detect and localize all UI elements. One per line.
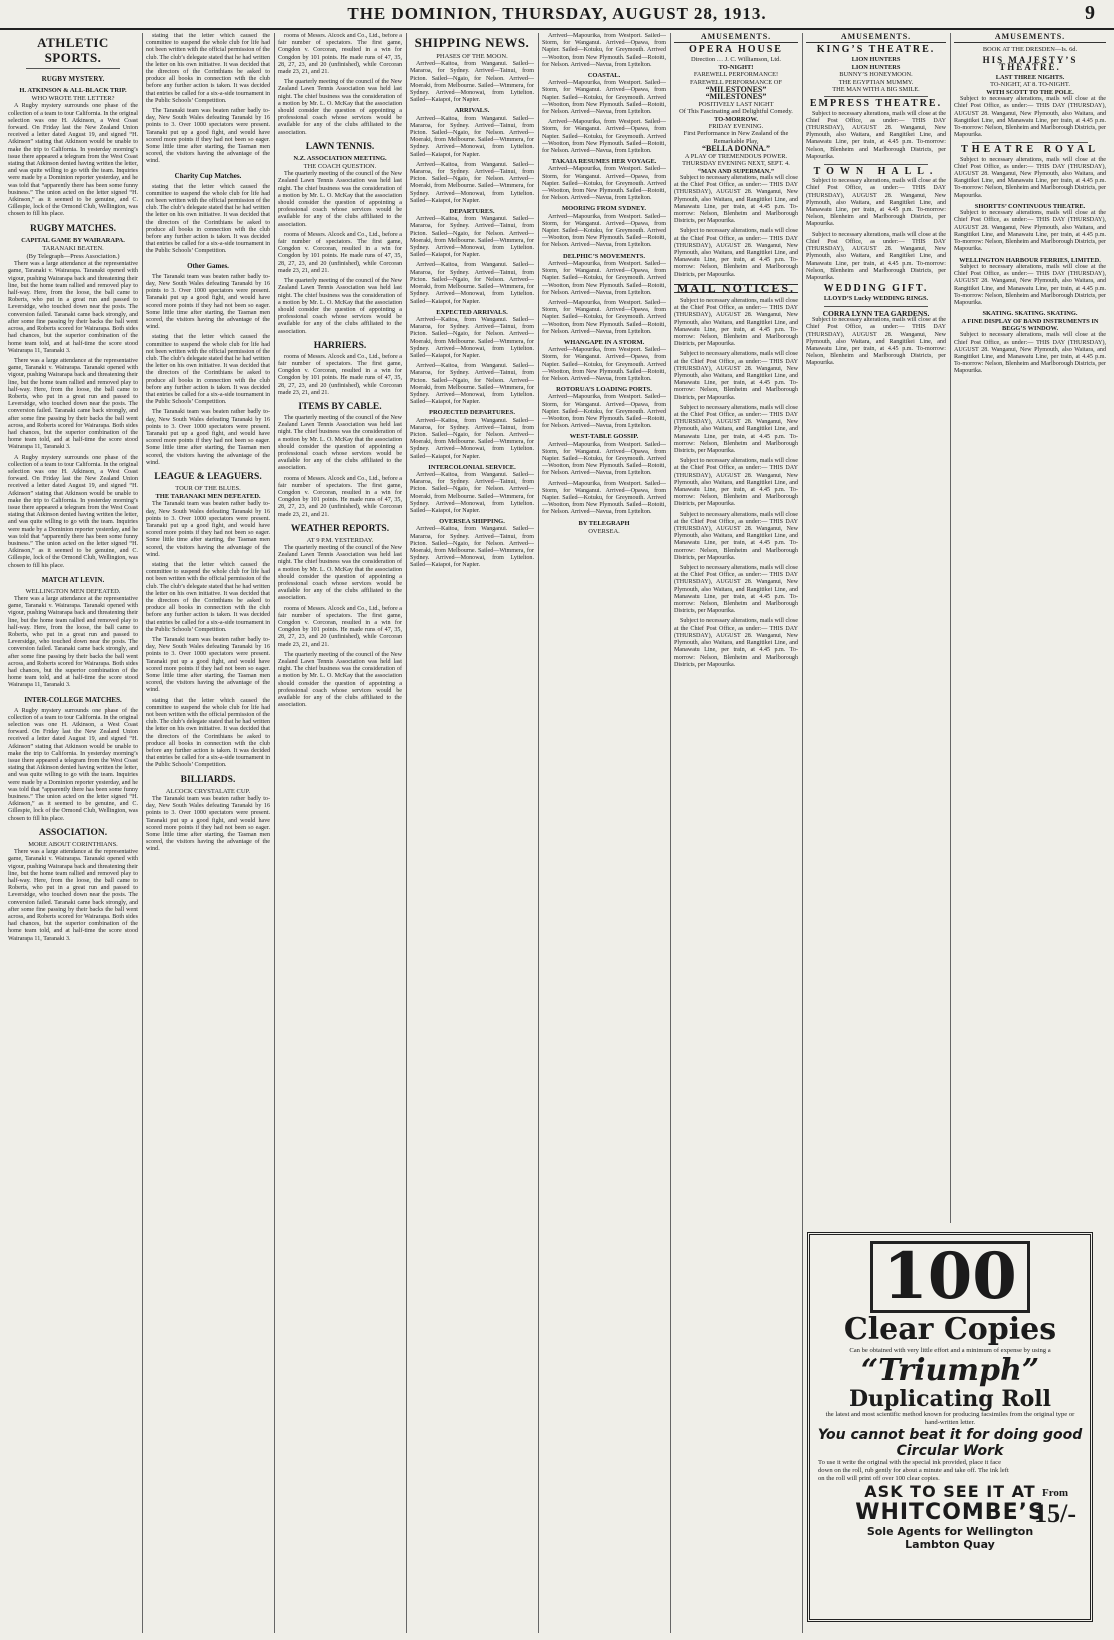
heading-league: LEAGUE & LEAGUERS.	[154, 471, 262, 482]
article-text: Arrived—Kaitoa, from Wanganui. Sailed—Mararoa, for Sydney. Arrived—Tainui, from Picton. Sailed—Ngaio, for Nelson. Arrived—Moeraki, from Melbourne. Sailed—Wimmera, for Sydney. Arrived—Monowai, from Lyttelton. Sailed—Kaiapoi, for Napier.	[410, 526, 534, 569]
article-text: stating that the letter which caused the committee to suspend the whole club for life had not been written with the official permission of the club. The club’s delegate stated that he had written the letter on his own initiative. It was decided that the directors of the Corinthians be asked to produce all books in connection with the club before any further action is taken. It was decided that entries be called for a six-a-side tournament in the Public Schools’ Competition.	[146, 33, 270, 104]
subheading: PHASES OF THE MOON.	[436, 53, 508, 60]
ad-line: LION HUNTERS	[851, 63, 901, 71]
advert-text: the latest and most scientific method known for producing facsimiles from the original type or hand-written letter.	[825, 1411, 1075, 1426]
article-text: Subject to necessary alterations, mails will close at the Chief Post Office, as under:— THIS DAY (THURSDAY), AUGUST 28. Wanganui, New Plymouth, also Waitara, and Rangitikei Line, and Manawatu Line, per train, at 4.45 p.m. To-morrow: Nelson, Blenheim and Marlborough Districts, per Mapourika.	[806, 317, 946, 367]
subheading: INTERCOLONIAL SERVICE.	[428, 463, 516, 471]
article-text: Arrived—Mapourika, from Westport. Sailed—Storm, for Wanganui. Arrived—Opawa, from Napier. Sailed—Kotuku, for Greymouth. Arrived—Wootton, from New Plymouth. Sailed—Rotoiti, for Nelson. Arrived—Navua, from Lyttelton.	[542, 213, 666, 249]
subheading: MORE ABOUT CORINTHIANS.	[28, 840, 118, 848]
ad-line: THE EGYPTIAN MUMMY.	[838, 78, 914, 86]
kings-theatre-title: KING’S THEATRE.	[816, 44, 936, 56]
ad-line: “MILESTONES”	[705, 92, 767, 102]
ad-line: WITH SCOTT TO THE POLE.	[986, 88, 1074, 96]
ad-line: SHORTTS’ CONTINUOUS THEATRE.	[974, 202, 1086, 210]
article-text: Subject to necessary alterations, mails will close at the Chief Post Office, as under:— THIS DAY (THURSDAY), AUGUST 28. Wanganui, New Plymouth, also Waitara, and Rangitikei Line, and Manawatu Line, per train, at 4.45 p.m. To-morrow: Nelson, Blenheim and Marlborough Districts, per Mapourika.	[954, 263, 1106, 306]
ad-line: “MAN AND SUPERMAN.”	[697, 167, 775, 175]
opera-house-title: OPERA HOUSE	[689, 44, 783, 56]
subheading: TAKAIA RESUMES HER VOYAGE.	[551, 158, 657, 166]
amusements-heading: AMUSEMENTS.	[954, 33, 1106, 43]
ad-line: Direction … J. C. Williamson, Ltd.	[691, 56, 781, 64]
article-text: Subject to necessary alterations, mails will close at the Chief Post Office, as under:— THIS DAY (THURSDAY), AUGUST 28. Wanganui, New Plymouth, also Waitara, and Rangitikei Line, and Manawatu Line, per train, at 4.45 p.m. To-morrow: Nelson, Blenheim and Marlborough Districts, per Mapourika.	[806, 178, 946, 228]
article-text: Subject to necessary alterations, mails will close at the Chief Post Office, as under:— THIS DAY (THURSDAY), AUGUST 28. Wanganui, New Plymouth, also Waitara, and Rangitikei Line, and Manawatu Line, per train, at 4.45 p.m. To-morrow: Nelson, Blenheim and Marlborough Districts, per Mapourika.	[674, 404, 798, 455]
subheading: OVERSEA SHIPPING.	[439, 518, 505, 526]
article-text: Subject to necessary alterations, mails will close at the Chief Post Office, as under:— THIS DAY (THURSDAY), AUGUST 28. Wanganui, New Plymouth, also Waitara, and Rangitikei Line, and Manawatu Line, per train, at 4.45 p.m. To-morrow: Nelson, Blenheim and Marlborough Districts, per Mapourika.	[674, 565, 798, 615]
column-rule	[670, 33, 671, 1633]
divider	[824, 306, 928, 307]
subheading: BY TELEGRAPH	[578, 519, 630, 527]
column-amusements-opera	[674, 33, 798, 1633]
byline: (By Telegraph—Press Association.)	[26, 253, 120, 261]
advert-street: Lambton Quay	[905, 1538, 995, 1551]
heading-harriers: HARRIERS.	[313, 340, 367, 351]
ad-line: LLOYD’S Lucky WEDDING RINGS.	[823, 295, 929, 303]
subheading: ARRIVALS.	[454, 107, 490, 115]
heading-weather: WEATHER REPORTS.	[290, 523, 390, 534]
ad-line: TO-NIGHT, AT 8. TO-NIGHT.	[990, 81, 1070, 89]
column-rule	[802, 33, 803, 1633]
article-text: Arrived—Kaitoa, from Wanganui. Sailed—Mararoa, for Sydney. Arrived—Tainui, from Picton. Sailed—Ngaio, for Nelson. Arrived—Moeraki, from Melbourne. Sailed—Wimmera, for Sydney. Arrived—Monowai, from Lyttelton. Sailed—Kaiapoi, for Napier.	[410, 262, 534, 305]
article-text: Arrived—Mapourika, from Westport. Sailed—Storm, for Wanganui. Arrived—Opawa, from Napier. Sailed—Kotuku, for Greymouth. Arrived—Wootton, from New Plymouth. Sailed—Rotoiti, for Nelson. Arrived—Navua, from Lyttelton.	[542, 119, 666, 155]
subheading: TOUR OF THE BLUES.	[175, 484, 241, 492]
ad-line: FAREWELL PERFORMANCE OF	[690, 78, 782, 86]
subheading: PROJECTED DEPARTURES.	[429, 409, 515, 417]
subheading: WEST-TABLE GOSSIP.	[569, 433, 639, 441]
ad-line: CORRA LYNN TEA GARDENS.	[822, 308, 930, 318]
wedding-gift-title: WEDDING GIFT.	[823, 283, 929, 295]
article-text: Subject to necessary alterations, mails will close at the Chief Post Office, as under:— THIS DAY (THURSDAY), AUGUST 28. Wanganui, New Plymouth, also Waitara, and Rangitikei Line, and Manawatu Line, per train, at 4.45 p.m. To-morrow: Nelson, Blenheim and Marlborough Districts, per Mapourika.	[674, 618, 798, 668]
article-text: The quarterly meeting of the council of the New Zealand Lawn Tennis Association was held last night. The chief business was the consideration of a motion by Mr. L. O. McKay that the association should consider the question of appointing a professional coach whose services would be available for any of the clubs affiliated to the association.	[278, 171, 402, 228]
subheading: EXPECTED ARRIVALS.	[436, 308, 508, 316]
advert-clear-copies: Clear Copies	[843, 1312, 1057, 1347]
article-text: Arrived—Mapourika, from Westport. Sailed—Storm, for Wanganui. Arrived—Opawa, from Napier. Sailed—Kotuku, for Greymouth. Arrived—Wootton, from New Plymouth. Sailed—Rotoiti, for Nelson. Arrived—Navua, from Lyttelton.	[542, 441, 666, 477]
page-number: 9	[1085, 2, 1096, 24]
ad-line: THURSDAY EVENING NEXT, SEPT. 4.	[682, 160, 790, 168]
article-text: stating that the letter which caused the committee to suspend the whole club for life had not been written with the official permission of the club. The club’s delegate stated that he had written the letter on his own initiative. It was decided that the directors of the Corinthians be asked to produce all books in connection with the club before any further action is taken. It was decided that entries be called for a six-a-side tournament in the Public Schools’ Competition.	[146, 697, 270, 769]
ad-line: “BELLA DONNA.”	[701, 144, 770, 154]
article-text: Subject to necessary alterations, mails will close at the Chief Post Office, as under:— THIS DAY (THURSDAY), AUGUST 28. Wanganui, New Plymouth, also Waitara, and Rangitikei Line, and Manawatu Line, per train, at 4.45 p.m. To-morrow: Nelson, Blenheim and Marlborough Districts, per Mapourika.	[954, 156, 1106, 199]
article-text: Subject to necessary alterations, mails will close at the Chief Post Office, as under:— THIS DAY (THURSDAY), AUGUST 28. Wanganui, New Plymouth, also Waitara, and Rangitikei Line, and Manawatu Line, per train, at 4.45 p.m. To-morrow: Nelson, Blenheim and Marlborough Districts, per Mapourika.	[954, 210, 1106, 253]
heading-cable: ITEMS BY CABLE.	[298, 401, 382, 412]
ad-line: FRIDAY EVENING.	[708, 123, 764, 131]
article-text: Subject to necessary alterations, mails will close at the Chief Post Office, as under:— THIS DAY (THURSDAY), AUGUST 28. Wanganui, New Plymouth, also Waitara, and Rangitikei Line, and Manawatu Line, per train, at 4.45 p.m. To-morrow: Nelson, Blenheim and Marlborough Districts, per Mapourika.	[674, 297, 798, 348]
subheading: OVERSEA.	[588, 527, 620, 535]
heading-lawn-tennis: LAWN TENNIS.	[305, 141, 375, 152]
article-text: There was a large attendance at the representative game, Taranaki v. Wairarapa. Taranaki opened with vigour, pushing Wairarapa back and threatening their line, but the home team rallied and removed play to half-way. Here, from the loose, the ball came to Roberts, who put in a great run and passed to Leversidge, who touched down near the posts. The conversion failed. Taranaki came back strongly, and after some fine passing by their backs the ball went across, and Roberts scored for Wairarapa. Both sides had chances, but the superior combination of the home team told, and at half-time the score stood Wairarapa 11, Taranaki 3.	[8, 357, 138, 451]
column-amusements-3	[954, 33, 1106, 1223]
advert-number: 100	[870, 1241, 1030, 1313]
advert-price	[1034, 1487, 1076, 1529]
price-from: From	[1042, 1487, 1069, 1499]
divider	[824, 164, 928, 165]
ad-line: LAST THREE NIGHTS.	[995, 74, 1065, 82]
subheading: RUGBY MYSTERY.	[41, 75, 105, 83]
ad-line: SKATING. SKATING. SKATING.	[982, 310, 1078, 318]
heading-other-games: Other Games.	[187, 261, 229, 270]
advert-ask: ASK TO SEE IT AT	[864, 1482, 1036, 1501]
ad-line: TO-MORROW.	[714, 115, 758, 123]
heading-charity: Charity Cup Matches.	[174, 171, 242, 180]
ad-line: Of This Fascinating and Delightful Comedy.	[679, 108, 793, 116]
mail-notices-title: MAIL NOTICES.	[674, 284, 798, 293]
article-text: The Taranaki team was beaten rather badly to-day, New South Wales defeating Taranaki by 16 points to 3. Over 1000 spectators were present. Taranaki put up a good fight, and would have scored more points if they had not been so eager. Some little time after starting, the Tasman men scored, the visitors having the advantage of the wind.	[146, 637, 270, 694]
advert-slogan: You cannot beat it for doing good Circular Work	[817, 1427, 1083, 1459]
ad-line: BUNNY’S HONEYMOON.	[839, 71, 913, 79]
divider	[824, 96, 928, 97]
article-text: Arrived—Mapourika, from Westport. Sailed—Storm, for Wanganui. Arrived—Opawa, from Napier. Sailed—Kotuku, for Greymouth. Arrived—Wootton, from New Plymouth. Sailed—Rotoiti, for Nelson. Arrived—Navua, from Lyttelton.	[542, 347, 666, 382]
article-text: rooms of Messrs. Alcock and Co., Ltd., before a fair number of spectators. The first game, Congdon v. Corcoran, resulted in a win for Congdon by 101 points. He made runs of 47, 35, 28, 27, 23, and 20 (unfinished), while Corcoran made 23, 21, and 21.	[278, 475, 402, 518]
town-hall-title: TOWN HALL.	[813, 166, 939, 178]
article-text: Subject to necessary alterations, mails will close at the Chief Post Office, as under:— THIS DAY (THURSDAY), AUGUST 28. Wanganui, New Plymouth, also Waitara, and Rangitikei Line, and Manawatu Line, per train, at 4.45 p.m. To-morrow: Nelson, Blenheim and Marlborough Districts, per Mapourika.	[674, 458, 798, 508]
column-athletic-sports	[8, 33, 138, 1633]
article-text: A Rugby mystery surrounds one phase of the collection of a team to tour California. In the original selection was one H. Atkinson, a West Coast forward. On Friday last the New Zealand Union received a letter dated August 19, and signed “H. Atkinson” stating that Atkinson would be unable to make the trip to California. In yesterday morning’s issue there appeared a telegram from the West Coast stating that Atkinson denied having written the letter, and was quite willing to go with the team. Inquiries were made by a Dominion reporter yesterday, and he was told that “apparently there has been some funny business.” The union acted on the letter signed “H. Atkinson,” as it seemed to be genuine, and C. Gillespie, lock of the Ormond Club, Wellington, was chosen to fill his place.	[8, 454, 138, 569]
article-text: Subject to necessary alterations, mails will close at the Chief Post Office, as under:— THIS DAY (THURSDAY), AUGUST 28. Wanganui, New Plymouth, also Waitara, and Rangitikei Line, and Manawatu Line, per train, at 4.45 p.m. To-morrow: Nelson, Blenheim and Marlborough Districts, per Mapourika.	[674, 511, 798, 561]
subheading: AT 9 P.M. YESTERDAY.	[306, 536, 374, 544]
article-text: The Taranaki team was beaten rather badly to-day, New South Wales defeating Taranaki by 16 points to 3. Over 1000 spectators were present. Taranaki put up a good fight, and would have scored more points if they had not been so eager. Some little time after starting, the Tasman men scored, the visitors having the advantage of the wind.	[146, 108, 270, 165]
article-text: There was a large attendance at the representative game, Taranaki v. Wairarapa. Taranaki opened with vigour, pushing Wairarapa back and threatening their line, but the home team rallied and removed play to half-way. Here, from the loose, the ball came to Roberts, who put in a great run and passed to Leversidge, who touched down near the posts. The conversion failed. Taranaki came back strongly, and after some fine passing by their backs the ball went across, and Roberts scored for Wairarapa. Both sides had chances, but the superior combination of the home team told, and at half-time the score stood Wairarapa 11, Taranaki 3.	[8, 596, 138, 689]
advert-product: Duplicating Roll	[848, 1386, 1052, 1412]
article-text: Subject to necessary alterations, mails will close at the Chief Post Office, as under:— THIS DAY (THURSDAY), AUGUST 28. Wanganui, New Plymouth, also Waitara, and Rangitikei Line, and Manawatu Line, per train, at 4.45 p.m. To-morrow: Nelson, Blenheim and Marlborough Districts, per Mapourika.	[806, 110, 946, 160]
article-text: Arrived—Mapourika, from Westport. Sailed—Storm, for Wanganui. Arrived—Opawa, from Napier. Sailed—Kotuku, for Greymouth. Arrived—Wootton, from New Plymouth. Sailed—Rotoiti, for Nelson. Arrived—Navua, from Lyttelton.	[542, 394, 666, 430]
column-amusements-2	[806, 33, 946, 1223]
article-text: The quarterly meeting of the council of the New Zealand Lawn Tennis Association was held last night. The chief business was the consideration of a motion by Mr. L. O. McKay that the association should consider the question of appointing a professional coach whose services would be available for any of the clubs affiliated to the association.	[278, 414, 402, 472]
his-majestys-title: HIS MAJESTY’S THEATRE.	[982, 54, 1078, 72]
subheading: CAPITAL GAME BY WAIRARAPA.	[21, 236, 125, 244]
article-text: Arrived—Kaitoa, from Wanganui. Sailed—Mararoa, for Sydney. Arrived—Tainui, from Picton. Sailed—Ngaio, for Nelson. Arrived—Moeraki, from Melbourne. Sailed—Wimmera, for Sydney. Arrived—Monowai, from Lyttelton. Sailed—Kaiapoi, for Napier.	[410, 471, 534, 514]
advert-instructions: To use it write the original with the special ink provided, place it face down on the roll, rub gently for about a minute and take off. The ink left on the roll will print off over 100 clear copies.	[818, 1459, 1009, 1482]
ad-line: TO-NIGHT!	[718, 63, 754, 71]
article-text: rooms of Messrs. Alcock and Co., Ltd., before a fair number of spectators. The first game, Congdon v. Corcoran, resulted in a win for Congdon by 101 points. He made runs of 47, 35, 28, 27, 23, and 20 (unfinished), while Corcoran made 23, 21, and 21.	[278, 353, 402, 396]
article-text: Arrived—Mapourika, from Westport. Sailed—Storm, for Wanganui. Arrived—Opawa, from Napier. Sailed—Kotuku, for Greymouth. Arrived—Wootton, from New Plymouth. Sailed—Rotoiti, for Nelson. Arrived—Navua, from Lyttelton.	[542, 299, 666, 335]
subheading: WELLINGTON MEN DEFEATED.	[25, 587, 121, 595]
article-text: Subject to necessary alterations, mails will close at the Chief Post Office, as under:— THIS DAY (THURSDAY), AUGUST 28. Wanganui, New Plymouth, also Waitara, and Rangitikei Line, and Manawatu Line, per train, at 4.45 p.m. To-morrow: Nelson, Blenheim and Marlborough Districts, per Mapourika.	[674, 351, 798, 401]
masthead	[0, 0, 1114, 30]
masthead-title: THE DOMINION, THURSDAY, AUGUST 28, 1913.	[347, 4, 767, 23]
heading-rugby: RUGBY MATCHES.	[29, 223, 117, 234]
article-text: The Taranaki team was beaten rather badly to-day, New South Wales defeating Taranaki by 16 points to 3. Over 1000 spectators were present. Taranaki put up a good fight, and would have scored more points if they had not been so eager. Some little time after starting, the Tasman men scored, the visitors having the advantage of the wind.	[146, 273, 270, 331]
article-text: stating that the letter which caused the committee to suspend the whole club for life had not been written with the official permission of the club. The club’s delegate stated that he had written the letter on his own initiative. It was decided that the directors of the Corinthians be asked to produce all books in connection with the club before any further action is taken. It was decided that entries be called for a six-a-side tournament in the Public Schools’ Competition.	[146, 334, 270, 406]
article-text: The quarterly meeting of the council of the New Zealand Lawn Tennis Association was held last night. The chief business was the consideration of a motion by Mr. L. O. McKay that the association should consider the question of appointing a professional coach whose services would be available for any of the clubs affiliated to the association.	[278, 79, 402, 136]
advert-intro: Can be obtained with very little effort and a minimum of expense by using a	[849, 1347, 1051, 1354]
ad-line: POSITIVELY LAST NIGHT	[698, 100, 774, 108]
article-text: Arrived—Mapourika, from Westport. Sailed—Storm, for Wanganui. Arrived—Opawa, from Napier. Sailed—Kotuku, for Greymouth. Arrived—Wootton, from New Plymouth. Sailed—Rotoiti, for Nelson. Arrived—Navua, from Lyttelton.	[542, 80, 666, 116]
article-text: The quarterly meeting of the council of the New Zealand Lawn Tennis Association was held last night. The chief business was the consideration of a motion by Mr. L. O. McKay that the association should consider the question of appointing a professional coach whose services would be available for any of the clubs affiliated to the association.	[278, 544, 402, 602]
ad-line: LION HUNTERS	[851, 56, 901, 64]
ad-line: FAREWELL PERFORMANCE!	[693, 71, 779, 79]
subheading: MOORING FROM SYDNEY.	[561, 205, 647, 213]
article-text: A Rugby mystery surrounds one phase of the collection of a team to tour California. In the original selection was one H. Atkinson, a West Coast forward. On Friday last the New Zealand Union received a letter dated August 19, and signed “H. Atkinson” stating that Atkinson would be unable to make the trip to California. In yesterday morning’s issue there appeared a telegram from the West Coast stating that Atkinson denied having written the letter, and was quite willing to go with the team. Inquiries were made by a Dominion reporter yesterday, and he was told that “apparently there has been some funny business.” The union acted on the letter signed “H. Atkinson,” as it seemed to be genuine, and C. Gillespie, lock of the Ormond Club, Wellington, was chosen to fill his place.	[8, 707, 138, 822]
subheading: THE TARANAKI MEN DEFEATED.	[155, 493, 261, 501]
subheading: TARANAKI BEATEN.	[42, 244, 104, 252]
subheading: WHANGAPE IN A STORM.	[563, 338, 645, 346]
subheading: THE COACH QUESTION.	[303, 163, 377, 171]
column-sport-2	[146, 33, 270, 1633]
subheading: COASTAL.	[587, 72, 621, 80]
subheading: DELPHIC’S MOVEMENTS.	[563, 252, 645, 260]
ad-line: “MILESTONES”	[705, 85, 767, 95]
article-text: Arrived—Kaitoa, from Wanganui. Sailed—Mararoa, for Sydney. Arrived—Tainui, from Picton. Sailed—Ngaio, for Nelson. Arrived—Moeraki, from Melbourne. Sailed—Wimmera, for Sydney. Arrived—Monowai, from Lyttelton. Sailed—Kaiapoi, for Napier.	[410, 161, 534, 204]
amusements-heading: AMUSEMENTS.	[674, 33, 798, 43]
subheading: WHO WROTE THE LETTER?	[31, 95, 115, 103]
heading-intercollege: INTER-COLLEGE MATCHES.	[24, 695, 122, 704]
column-shipping	[410, 33, 534, 1633]
article-text: The Taranaki team was beaten rather badly to-day, New South Wales defeating Taranaki by 16 points to 3. Over 1000 spectators were present. Taranaki put up a good fight, and would have scored more points if they had not been so eager. Some little time after starting, the Tasman men scored, the visitors having the advantage of the wind.	[146, 795, 270, 853]
article-text: Arrived—Kaitoa, from Wanganui. Sailed—Mararoa, for Sydney. Arrived—Tainui, from Picton. Sailed—Ngaio, for Nelson. Arrived—Moeraki, from Melbourne. Sailed—Wimmera, for Sydney. Arrived—Monowai, from Lyttelton. Sailed—Kaiapoi, for Napier.	[410, 417, 534, 460]
article-text: rooms of Messrs. Alcock and Co., Ltd., before a fair number of spectators. The first game, Congdon v. Corcoran, resulted in a win for Congdon by 101 points. He made runs of 47, 35, 28, 27, 23, and 20 (unfinished), while Corcoran made 23, 21, and 21.	[278, 605, 402, 648]
article-text: There was a large attendance at the representative game, Taranaki v. Wairarapa. Taranaki opened with vigour, pushing Wairarapa back and threatening their line, but the home team rallied and removed play to half-way. Here, from the loose, the ball came to Roberts, who put in a great run and passed to Leversidge, who touched down near the posts. The conversion failed. Taranaki came back strongly, and after some fine passing by their backs the ball went across, and Roberts scored for Wairarapa. Both sides had chances, but the superior combination of the home team told, and at half-time the score stood Wairarapa 11, Taranaki 3.	[8, 261, 138, 354]
advert-shop: WHITCOMBE’S	[855, 1500, 1045, 1525]
ad-line: THE MAN WITH A BIG SMILE.	[832, 86, 920, 94]
article-text: Subject to necessary alterations, mails will close at the Chief Post Office, as under:— THIS DAY (THURSDAY), AUGUST 28. Wanganui, New Plymouth, also Waitara, and Rangitikei Line, and Manawatu Line, per train, at 4.45 p.m. To-morrow: Nelson, Blenheim and Marlborough Districts, per Mapourika.	[674, 174, 798, 225]
subheading: ROTORUA’S LOADING PORTS.	[556, 386, 652, 394]
divider	[972, 142, 1088, 143]
subheading: N.Z. ASSOCIATION MEETING.	[293, 154, 387, 162]
ad-line: First Performance in New Zealand of the Remarkable Play,	[683, 130, 789, 145]
article-text: Arrived—Mapourika, from Westport. Sailed—Storm, for Wanganui. Arrived—Opawa, from Napier. Sailed—Kotuku, for Greymouth. Arrived—Wootton, from New Plymouth. Sailed—Rotoiti, for Nelson. Arrived—Navua, from Lyttelton.	[542, 33, 666, 68]
article-text: The quarterly meeting of the council of the New Zealand Lawn Tennis Association was held last night. The chief business was the consideration of a motion by Mr. L. O. McKay that the association should consider the question of appointing a professional coach whose services would be available for any of the clubs affiliated to the association.	[278, 651, 402, 709]
heading-match: MATCH AT LEVIN.	[41, 575, 105, 584]
subheading: H. ATKINSON & ALL-BLACK TRIP.	[19, 87, 127, 94]
article-text: stating that the letter which caused the committee to suspend the whole club for life had not been written with the official permission of the club. The club’s delegate stated that he had written the letter on his own initiative. It was decided that the directors of the Corinthians be asked to produce all books in connection with the club before any further action is taken. It was decided that entries be called for a six-a-side tournament in the Public Schools’ Competition.	[146, 562, 270, 633]
article-text: A Rugby mystery surrounds one phase of the collection of a team to tour California. In the original selection was one H. Atkinson, a West Coast forward. On Friday last the New Zealand Union received a letter dated August 19, and signed “H. Atkinson” stating that Atkinson would be unable to make the trip to California. In yesterday morning’s issue there appeared a telegram from the West Coast stating that Atkinson denied having written the letter, and was quite willing to go with the team. Inquiries were made by a Dominion reporter yesterday, and he was told that “apparently there has been some funny business.” The union acted on the letter signed “H. Atkinson,” as it seemed to be genuine, and C. Gillespie, lock of the Ormond Club, Wellington, was chosen to fill his place.	[8, 103, 138, 218]
ad-line: BOOK AT THE DRESDEN—Is. 6d.	[982, 46, 1078, 54]
column-rule	[406, 33, 407, 1633]
article-text: The Taranaki team was beaten rather badly to-day, New South Wales defeating Taranaki by 16 points to 3. Over 1000 spectators were present. Taranaki put up a good fight, and would have scored more points if they had not been so eager. Some little time after starting, the Tasman men scored, the visitors having the advantage of the wind.	[146, 501, 270, 558]
heading-association: ASSOCIATION.	[38, 827, 108, 838]
article-text: The quarterly meeting of the council of the New Zealand Lawn Tennis Association was held last night. The chief business was the consideration of a motion by Mr. L. O. McKay that the association should consider the question of appointing a professional coach whose services would be available for any of the clubs affiliated to the association.	[278, 278, 402, 335]
price-value: 15/-	[1034, 1499, 1076, 1528]
divider	[26, 68, 120, 69]
article-text: The Taranaki team was beaten rather badly to-day, New South Wales defeating Taranaki by 16 points to 3. Over 1000 spectators were present. Taranaki put up a good fight, and would have scored more points if they had not been so eager. Some little time after starting, the Tasman men scored, the visitors having the advantage of the wind.	[146, 409, 270, 466]
advert-brand: “Triumph”	[860, 1353, 1040, 1388]
article-text: Arrived—Mapourika, from Westport. Sailed—Storm, for Wanganui. Arrived—Opawa, from Napier. Sailed—Kotuku, for Greymouth. Arrived—Wootton, from New Plymouth. Sailed—Rotoiti, for Nelson. Arrived—Navua, from Lyttelton.	[542, 166, 666, 202]
column-shipping-2	[542, 33, 666, 1633]
ad-line: A FINE DISPLAY OF BAND INSTRUMENTS IN BEGG’S WINDOW.	[961, 317, 1099, 332]
article-text: Subject to necessary alterations, mails will close at the Chief Post Office, as under:— THIS DAY (THURSDAY), AUGUST 28. Wanganui, New Plymouth, also Waitara, and Rangitikei Line, and Manawatu Line, per train, at 4.45 p.m. To-morrow: Nelson, Blenheim and Marlborough Districts, per Mapourika.	[806, 231, 946, 281]
article-text: Arrived—Kaitoa, from Wanganui. Sailed—Mararoa, for Sydney. Arrived—Tainui, from Picton. Sailed—Ngaio, for Nelson. Arrived—Moeraki, from Melbourne. Sailed—Wimmera, for Sydney. Arrived—Monowai, from Lyttelton. Sailed—Kaiapoi, for Napier.	[410, 216, 534, 259]
article-text: Arrived—Kaitoa, from Wanganui. Sailed—Mararoa, for Sydney. Arrived—Tainui, from Picton. Sailed—Ngaio, for Nelson. Arrived—Moeraki, from Melbourne. Sailed—Wimmera, for Sydney. Arrived—Monowai, from Lyttelton. Sailed—Kaiapoi, for Napier.	[410, 61, 534, 104]
heading-shipping: SHIPPING NEWS.	[414, 35, 530, 50]
article-text: Arrived—Kaitoa, from Wanganui. Sailed—Mararoa, for Sydney. Arrived—Tainui, from Picton. Sailed—Ngaio, for Nelson. Arrived—Moeraki, from Melbourne. Sailed—Wimmera, for Sydney. Arrived—Monowai, from Lyttelton. Sailed—Kaiapoi, for Napier.	[410, 316, 534, 359]
subheading: ALCOCK CRYSTALATE CUP.	[165, 787, 251, 795]
column-rule	[274, 33, 275, 1633]
ad-line: A PLAY OF TREMENDOUS POWER.	[684, 152, 788, 160]
column-sport-3	[278, 33, 402, 1633]
article-text: Arrived—Kaitoa, from Wanganui. Sailed—Mararoa, for Sydney. Arrived—Tainui, from Picton. Sailed—Ngaio, for Nelson. Arrived—Moeraki, from Melbourne. Sailed—Wimmera, for Sydney. Arrived—Monowai, from Lyttelton. Sailed—Kaiapoi, for Napier.	[410, 363, 534, 406]
article-text: There was a large attendance at the representative game, Taranaki v. Wairarapa. Taranaki opened with vigour, pushing Wairarapa back and threatening their line, but the home team rallied and removed play to half-way. Here, from the loose, the ball came to Roberts, who put in a great run and passed to Leversidge, who touched down near the posts. The conversion failed. Taranaki came back strongly, and after some fine passing by their backs the ball went across, and Roberts scored for Wairarapa. Both sides had chances, but the superior combination of the home team told, and at half-time the score stood Wairarapa 11, Taranaki 3.	[8, 849, 138, 942]
article-text: rooms of Messrs. Alcock and Co., Ltd., before a fair number of spectators. The first game, Congdon v. Corcoran, resulted in a win for Congdon by 101 points. He made runs of 47, 35, 28, 27, 23, and 20 (unfinished), while Corcoran made 23, 21, and 21.	[278, 231, 402, 274]
advert-agents: Sole Agents for Wellington	[866, 1525, 1034, 1538]
column-rule	[538, 33, 539, 1633]
theatre-royal-title: THEATRE ROYAL	[961, 144, 1099, 156]
heading-billiards: BILLIARDS.	[180, 774, 236, 785]
article-text: Arrived—Mapourika, from Westport. Sailed—Storm, for Wanganui. Arrived—Opawa, from Napier. Sailed—Kotuku, for Greymouth. Arrived—Wootton, from New Plymouth. Sailed—Rotoiti, for Nelson. Arrived—Navua, from Lyttelton.	[542, 260, 666, 296]
section-heading: ATHLETIC SPORTS.	[37, 35, 109, 65]
article-text: Subject to necessary alterations, mails will close at the Chief Post Office, as under:— THIS DAY (THURSDAY), AUGUST 28. Wanganui, New Plymouth, also Waitara, and Rangitikei Line, and Manawatu Line, per train, at 4.45 p.m. To-morrow: Nelson, Blenheim and Marlborough Districts, per Mapourika.	[954, 96, 1106, 139]
column-rule	[950, 33, 951, 1223]
ad-line: WELLINGTON HARBOUR FERRIES, LIMITED.	[959, 256, 1101, 264]
amusements-heading: AMUSEMENTS.	[806, 33, 946, 43]
empress-title: EMPRESS THEATRE.	[809, 98, 943, 110]
triumph-duplicating-advert	[807, 1232, 1093, 1622]
article-text: Arrived—Kaitoa, from Wanganui. Sailed—Mararoa, for Sydney. Arrived—Tainui, from Picton. Sailed—Ngaio, for Nelson. Arrived—Moeraki, from Melbourne. Sailed—Wimmera, for Sydney. Arrived—Monowai, from Lyttelton. Sailed—Kaiapoi, for Napier.	[410, 115, 534, 158]
column-rule	[142, 33, 143, 1633]
article-text: Subject to necessary alterations, mails will close at the Chief Post Office, as under:— THIS DAY (THURSDAY), AUGUST 28. Wanganui, New Plymouth, also Waitara, and Rangitikei Line, and Manawatu Line, per train, at 4.45 p.m. To-morrow: Nelson, Blenheim and Marlborough Districts, per Mapourika.	[954, 332, 1106, 375]
article-text: stating that the letter which caused the committee to suspend the whole club for life had not been written with the official permission of the club. The club’s delegate stated that he had written the letter on his own initiative. It was decided that the directors of the Corinthians be asked to produce all books in connection with the club before any further action is taken. It was decided that entries be called for a six-a-side tournament in the Public Schools’ Competition.	[146, 183, 270, 255]
subheading: DEPARTURES.	[449, 208, 495, 216]
article-text: Subject to necessary alterations, mails will close at the Chief Post Office, as under:— THIS DAY (THURSDAY), AUGUST 28. Wanganui, New Plymouth, also Waitara, and Rangitikei Line, and Manawatu Line, per train, at 4.45 p.m. To-morrow: Nelson, Blenheim and Marlborough Districts, per Mapourika.	[674, 228, 798, 278]
article-text: rooms of Messrs. Alcock and Co., Ltd., before a fair number of spectators. The first game, Congdon v. Corcoran, resulted in a win for Congdon by 101 points. He made runs of 47, 35, 28, 27, 23, and 20 (unfinished), while Corcoran made 23, 21, and 21.	[278, 33, 402, 76]
article-text: Arrived—Mapourika, from Westport. Sailed—Storm, for Wanganui. Arrived—Opawa, from Napier. Sailed—Kotuku, for Greymouth. Arrived—Wootton, from New Plymouth. Sailed—Rotoiti, for Nelson. Arrived—Navua, from Lyttelton.	[542, 480, 666, 516]
